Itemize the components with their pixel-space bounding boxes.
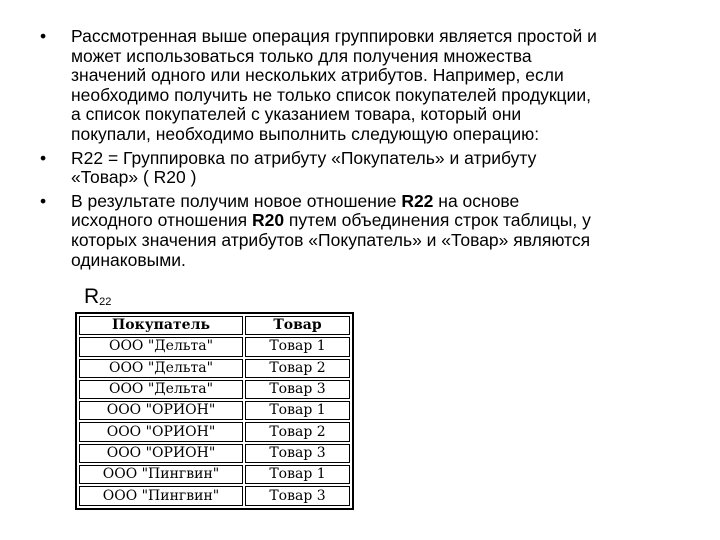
bullet-marker: • — [40, 147, 47, 168]
cell-buyer: ООО "Дельта" — [79, 359, 243, 378]
bullet-line: «Товар» ( R20 ) — [71, 167, 197, 188]
bullet-line: может использоваться только для получения множества — [71, 45, 532, 66]
bullet-item — [40, 192, 690, 270]
cell-product: Товар 2 — [245, 422, 350, 441]
table-title — [84, 285, 111, 312]
bullet-item — [40, 149, 690, 188]
bullet-item — [40, 27, 690, 145]
cell-buyer: ООО "Пингвин" — [79, 465, 243, 484]
table-row — [79, 359, 350, 378]
bullet-marker: • — [40, 26, 47, 46]
bullet-list — [40, 27, 690, 274]
cell-product: Товар 2 — [245, 359, 350, 378]
cell-product: Товар 3 — [245, 380, 350, 399]
bullet-line: которых значения атрибутов «Покупатель» и «Товар» являются — [71, 229, 591, 250]
table-title-subscript: 22 — [99, 296, 112, 308]
cell-product: Товар 1 — [245, 465, 350, 484]
bullet-line: R22 = Группировка по атрибуту «Покупатель» и атрибуту — [71, 147, 537, 168]
bullet-text: исходного отношения — [71, 210, 252, 231]
relation-name-bold: R20 — [251, 210, 285, 231]
bullet-text: на основе — [433, 190, 520, 211]
bullet-line: значений одного или нескольких атрибутов. Например, если — [71, 65, 564, 86]
cell-buyer: ООО "ОРИОН" — [79, 422, 243, 441]
cell-product: Товар 3 — [245, 486, 350, 505]
bullet-line: покупали, необходимо выполнить следующую операцию: — [71, 123, 540, 144]
bullet-text: В результате получим новое отношение — [71, 190, 402, 211]
table-title-main: R — [84, 285, 100, 308]
header-buyer: Покупатель — [79, 316, 243, 335]
table-row — [79, 401, 350, 420]
table-row — [79, 486, 350, 505]
table-row — [79, 422, 350, 441]
table-row — [79, 465, 350, 484]
bullet-line: Рассмотренная выше операция группировки является простой и — [71, 26, 597, 46]
table-row — [79, 444, 350, 463]
cell-product: Товар 3 — [245, 444, 350, 463]
bullet-line: одинаковыми. — [71, 249, 186, 270]
bullet-text: путем объединения строк таблицы, у — [284, 210, 591, 231]
cell-buyer: ООО "ОРИОН" — [79, 444, 243, 463]
bullet-marker: • — [40, 190, 47, 211]
table-header-row — [79, 316, 350, 335]
header-product: Товар — [245, 316, 350, 335]
cell-buyer: ООО "Пингвин" — [79, 486, 243, 505]
table-row — [79, 337, 350, 356]
table-row — [79, 380, 350, 399]
relation-name-bold: R22 — [401, 190, 434, 211]
cell-buyer: ООО "ОРИОН" — [79, 401, 243, 420]
relation-table — [75, 312, 354, 510]
cell-product: Товар 1 — [245, 337, 350, 356]
bullet-line: необходимо получить не только список покупателей продукции, — [71, 84, 591, 105]
cell-buyer: ООО "Дельта" — [79, 380, 243, 399]
bullet-line: а список покупателей с указанием товара, который они — [71, 104, 522, 125]
cell-buyer: ООО "Дельта" — [79, 337, 243, 356]
cell-product: Товар 1 — [245, 401, 350, 420]
